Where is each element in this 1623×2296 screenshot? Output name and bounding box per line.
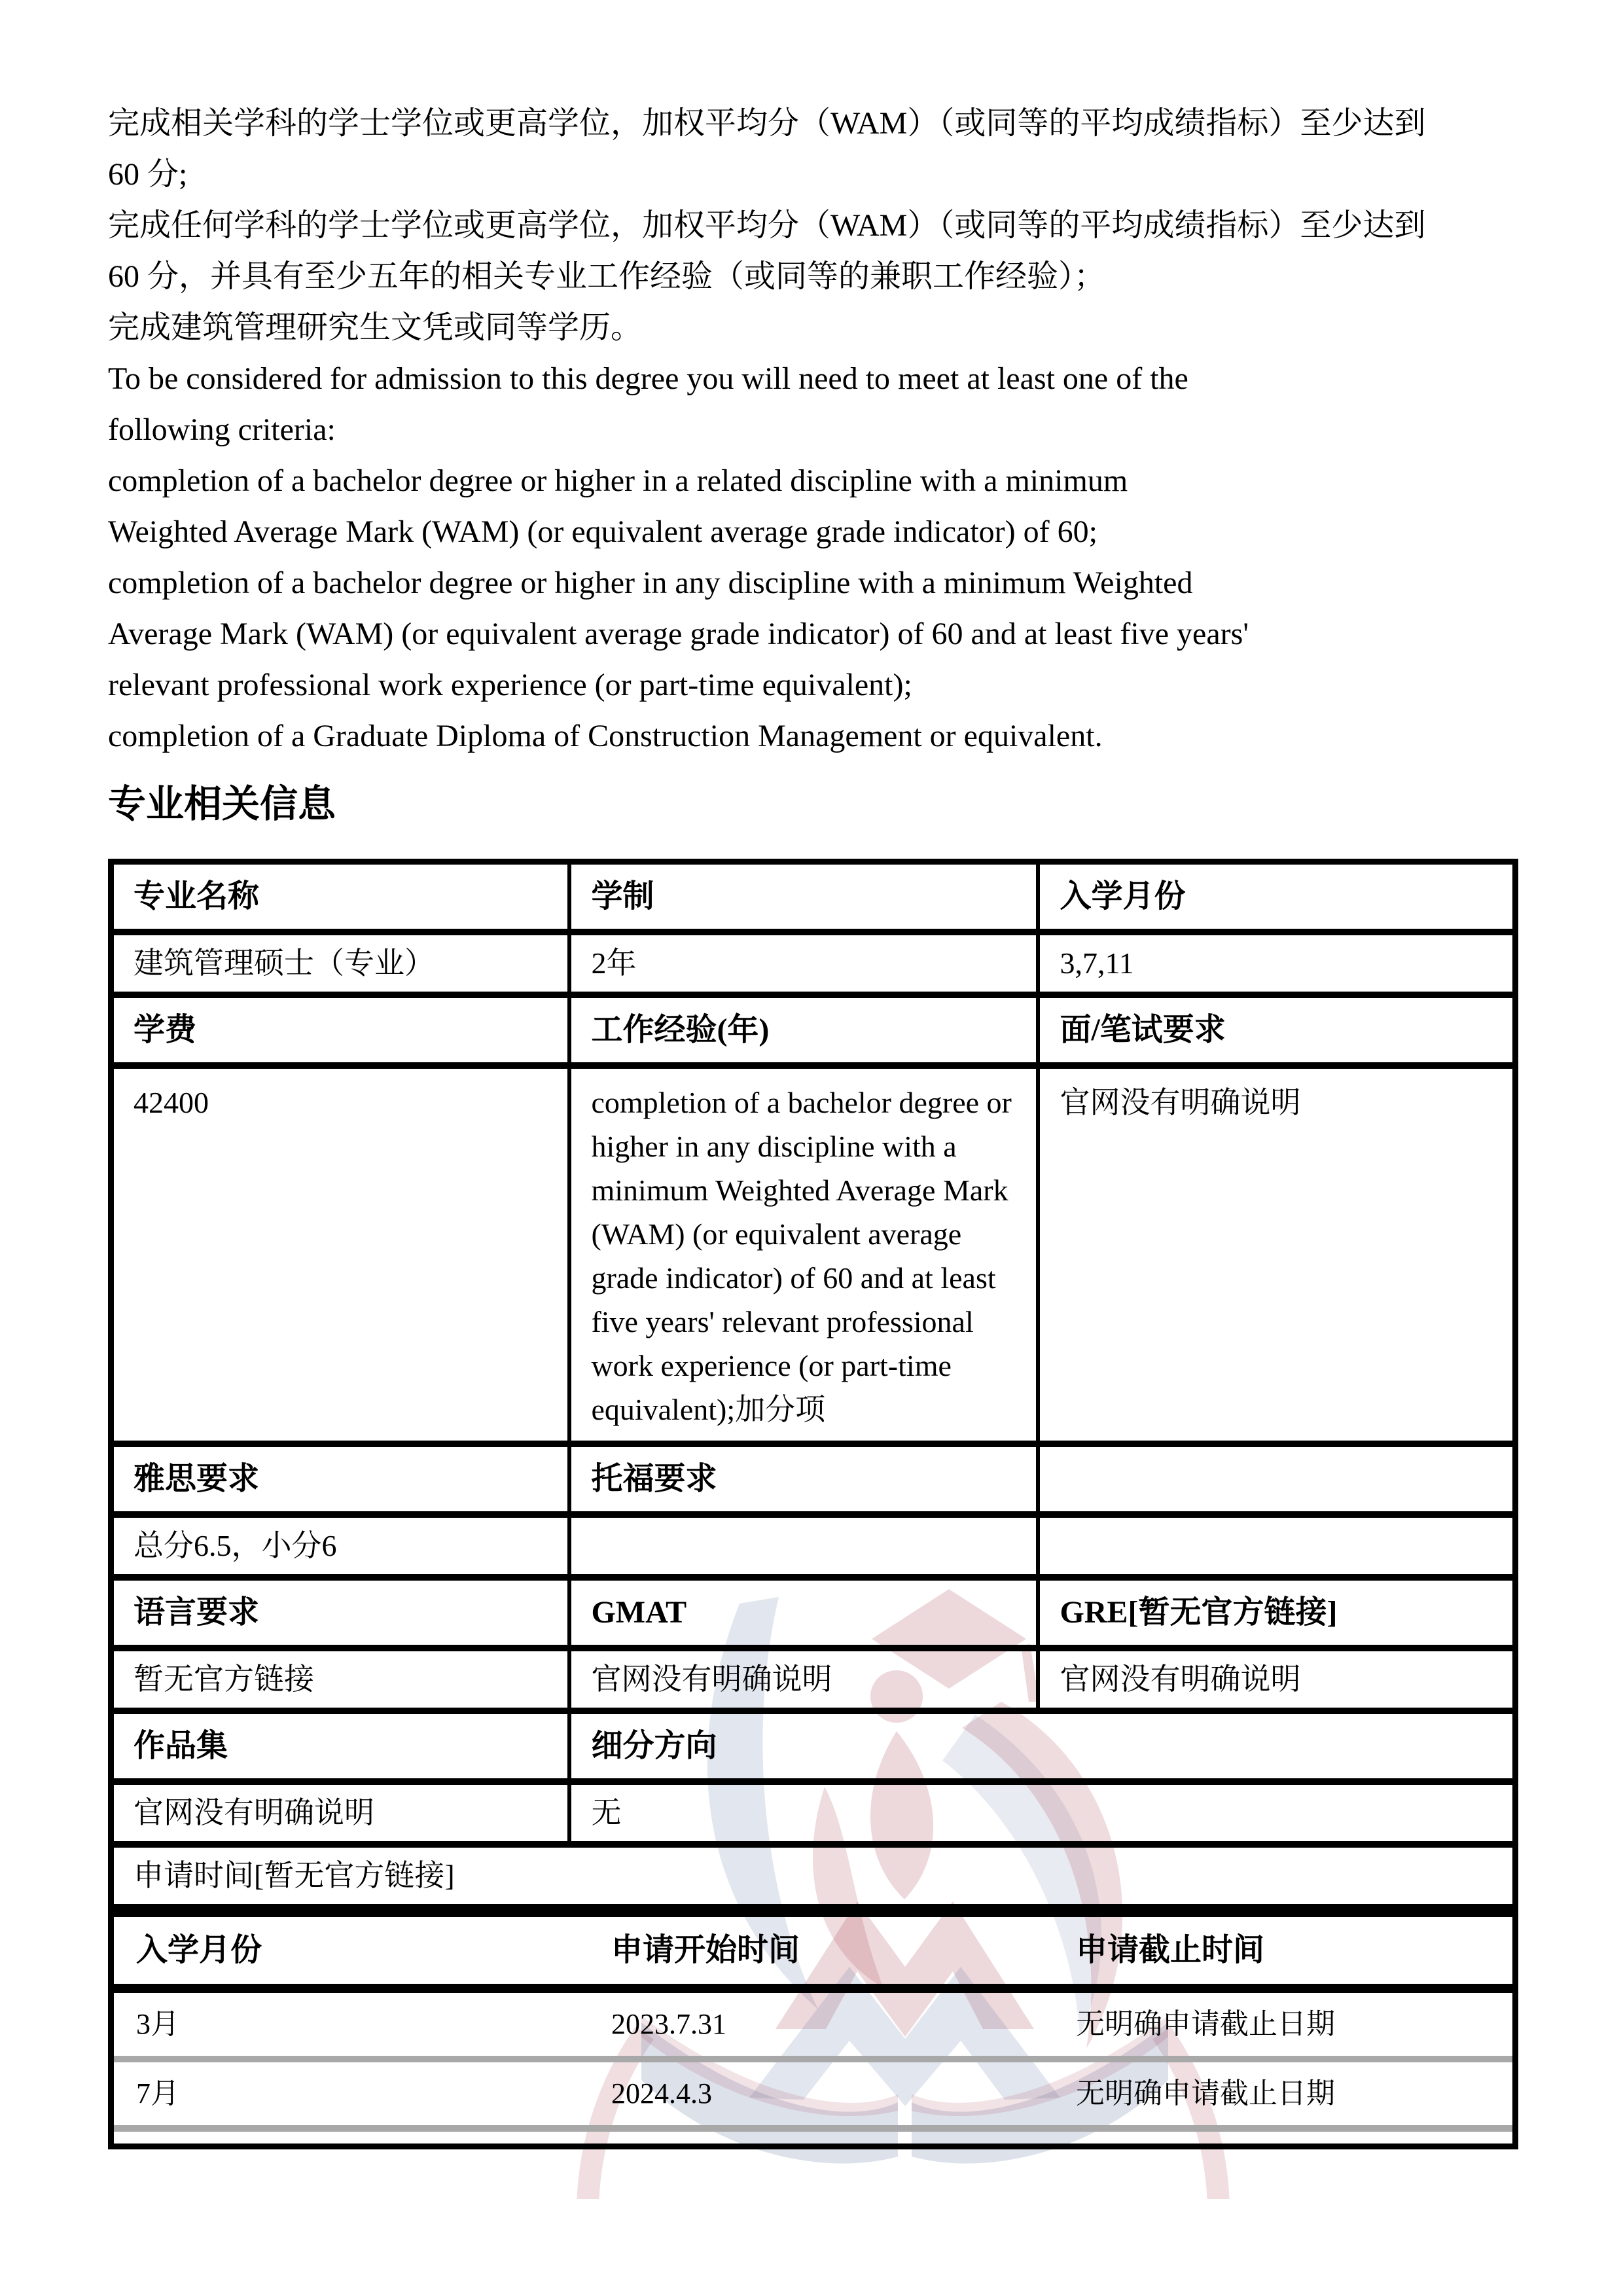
text-line: Average Mark (WAM) (or equivalent average grade indicator) of 60 and at least five years' [108, 617, 1249, 651]
td-tuition: 42400 [111, 1066, 570, 1444]
th-ielts: 雅思要求 [111, 1444, 570, 1515]
th-blank [1038, 1444, 1515, 1515]
table-row [111, 1711, 1516, 1782]
td-duration: 2年 [569, 932, 1038, 995]
td-gmat: 官网没有明确说明 [569, 1648, 1038, 1711]
table-row [114, 1914, 1512, 1988]
td-intake-month: 3月 [114, 1988, 611, 2059]
admission-criteria-en [108, 353, 1518, 762]
application-schedule-table [114, 1910, 1512, 2132]
text-line: following criteria: [108, 412, 336, 447]
text-line: 完成相关学科的学士学位或更高学位，加权平均分（WAM）（或同等的平均成绩指标）至少达到 [108, 106, 1426, 141]
text-line: 完成任何学科的学士学位或更高学位，加权平均分（WAM）（或同等的平均成绩指标）至少达到 [108, 208, 1426, 243]
th-intake-months: 入学月份 [1038, 862, 1515, 933]
table-row [111, 932, 1516, 995]
text-line: completion of a Graduate Diploma of Construction Management or equivalent. [108, 719, 1103, 753]
table-row [111, 1782, 1516, 1844]
table-row [111, 1577, 1516, 1648]
section-title: 专业相关信息 [108, 783, 336, 825]
th-application-deadline: 申请截止时间 [1076, 1914, 1512, 1988]
th-portfolio: 作品集 [111, 1711, 570, 1782]
th-tuition: 学费 [111, 995, 570, 1066]
th-gre: GRE[暂无官方链接] [1038, 1577, 1515, 1648]
table-row [111, 1844, 1516, 1907]
text-line: relevant professional work experience (or part-time equivalent); [108, 668, 912, 702]
td-toefl [569, 1515, 1038, 1577]
th-work-experience: 工作经验(年) [569, 995, 1038, 1066]
th-application-start: 申请开始时间 [611, 1914, 1076, 1988]
td-application-start: 2024.4.3 [611, 2059, 1076, 2128]
td-language: 暂无官方链接 [111, 1648, 570, 1711]
th-major-name: 专业名称 [134, 879, 260, 914]
td-application-start: 2023.7.31 [611, 1988, 1076, 2059]
td-intake-months: 3,7,11 [1038, 932, 1515, 995]
text-line: 60 分，并具有至少五年的相关专业工作经验（或同等的兼职工作经验）； [108, 259, 1106, 294]
td-blank [1038, 1515, 1515, 1577]
program-info-table [108, 859, 1518, 2149]
td-application-deadline: 无明确申请截止日期 [1076, 2059, 1512, 2128]
table-row [111, 1648, 1516, 1711]
table-row [111, 1444, 1516, 1515]
table-row [111, 862, 1516, 933]
th-interview-test: 面/笔试要求 [1038, 995, 1515, 1066]
td-gre: 官网没有明确说明 [1038, 1648, 1515, 1711]
text-line: Weighted Average Mark (WAM) (or equivalent average grade indicator) of 60; [108, 514, 1097, 549]
text-line: 完成建筑管理研究生文凭或同等学历。 [108, 310, 643, 345]
table-row [111, 1515, 1516, 1577]
td-major-name: 建筑管理硕士（专业） [111, 932, 570, 995]
text-line: To be considered for admission to this degree you will need to meet at least one of the [108, 361, 1188, 396]
td-ielts: 总分6.5，小分6 [111, 1515, 570, 1577]
schedule-section [111, 1907, 1516, 2147]
table-row [114, 1988, 1512, 2059]
th-intake-month: 入学月份 [114, 1914, 611, 1988]
td-application-deadline: 无明确申请截止日期 [1076, 1988, 1512, 2059]
td-intake-month: 7月 [114, 2059, 611, 2128]
table-row [114, 2059, 1512, 2128]
table-row [111, 1066, 1516, 1444]
admission-criteria-zh [108, 98, 1518, 353]
th-duration: 学制 [569, 862, 1038, 933]
page-content [108, 98, 1518, 2149]
text-line: 60 分; [108, 157, 188, 192]
text-line: completion of a bachelor degree or higher in any discipline with a minimum Weighted [108, 565, 1193, 600]
th-gmat: GMAT [569, 1577, 1038, 1648]
th-specialization: 细分方向 [569, 1711, 1515, 1782]
td-specialization: 无 [569, 1782, 1515, 1844]
td-portfolio: 官网没有明确说明 [111, 1782, 570, 1844]
text-line: completion of a bachelor degree or higher in a related discipline with a minimum [108, 463, 1128, 498]
td-interview-test: 官网没有明确说明 [1038, 1066, 1515, 1444]
th-toefl: 托福要求 [569, 1444, 1038, 1515]
table-row [111, 1907, 1516, 2147]
td-work-experience: completion of a bachelor degree or higher in any discipline with a minimum Weighted Average Mark (WAM) (or equivalent average grade indicator) of 60 and at least five years' relevant professional work experience (or part-time equivalent);加分项 [569, 1066, 1038, 1444]
td-application-time: 申请时间[暂无官方链接] [111, 1844, 1516, 1907]
table-row [111, 995, 1516, 1066]
th-language: 语言要求 [111, 1577, 570, 1648]
